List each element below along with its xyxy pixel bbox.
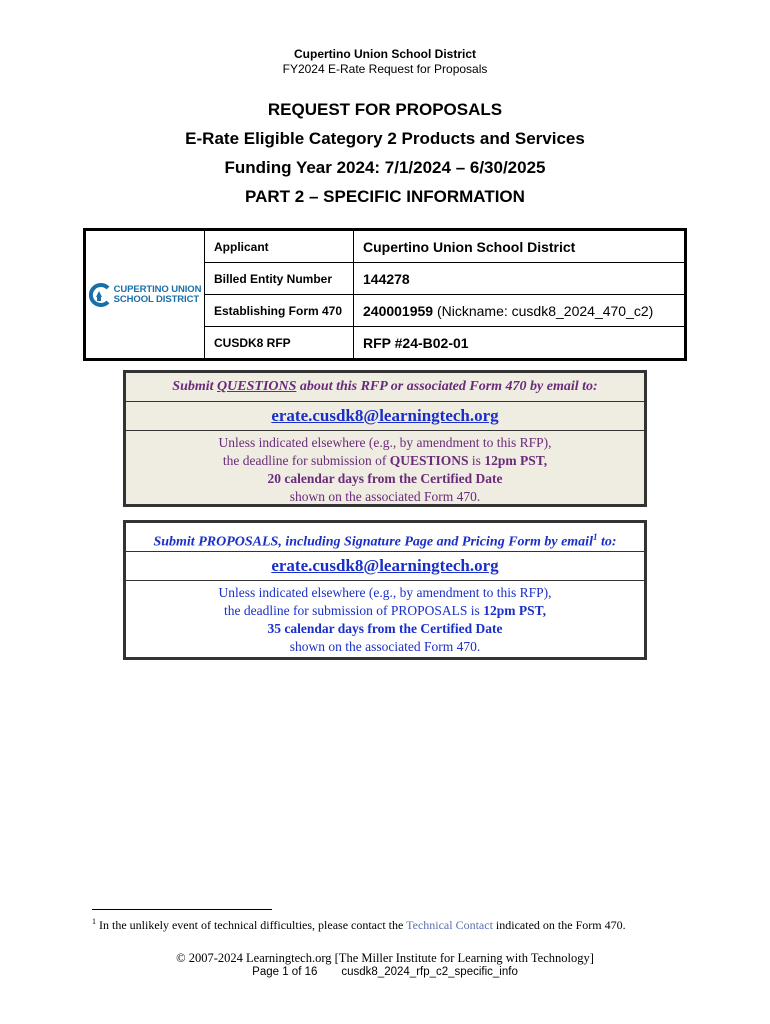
questions-box [123, 370, 647, 507]
proposals-email-row [126, 552, 644, 581]
page-number: Page 1 of 16 [252, 966, 318, 978]
doc-filename: cusdk8_2024_rfp_c2_specific_info [341, 966, 518, 978]
district-logo [86, 283, 204, 307]
copyright: © 2007-2024 Learningtech.org [The Miller Institute for Learning with Technology] [176, 951, 594, 965]
form-470-label: Establishing Form 470 [205, 295, 354, 327]
page-footer [0, 966, 770, 978]
doc-title: REQUEST FOR PROPOSALS [267, 100, 503, 119]
proposals-box [123, 520, 647, 660]
doc-part-title: PART 2 – SPECIFIC INFORMATION [245, 187, 525, 206]
technical-contact-link[interactable]: Technical Contact [406, 918, 493, 932]
applicant-info-table [83, 228, 687, 361]
form-470-value: 240001959 (Nickname: cusdk8_2024_470_c2) [354, 295, 686, 327]
header-org: Cupertino Union School District [294, 47, 476, 61]
questions-deadline-text: Unless indicated elsewhere (e.g., by amendment to this RFP), the deadline for submission of QUESTIONS is 12pm PST, 20 calendar days from the Certified Date shown on the associated Form 470. [218, 435, 552, 504]
doc-subtitle-category: E-Rate Eligible Category 2 Products and Services [185, 129, 585, 148]
questions-email-row [126, 402, 644, 431]
billed-entity-value: 144278 [354, 263, 686, 295]
applicant-label: Applicant [205, 230, 354, 263]
footnote: $^1$ In the unlikely event of technical difficulties, please contact the Technical Contact indicated on the Form 470. [92, 917, 626, 932]
logo-line-2: SCHOOL DISTRICT [113, 293, 200, 305]
questions-email-link[interactable]: erate.cusdk8@learningtech.org [271, 406, 499, 425]
logo-line-1: CUPERTINO UNION [113, 283, 202, 295]
footnote-divider [92, 909, 272, 910]
header-subtitle: FY2024 E-Rate Request for Proposals [282, 62, 488, 76]
proposals-deadline-text: Unless indicated elsewhere (e.g., by amendment to this RFP), the deadline for submission of PROPOSALS is 12pm PST, 35 calendar days from the Certified Date shown on the associated Form 470. [218, 585, 552, 654]
proposals-email-link[interactable]: erate.cusdk8@learningtech.org [271, 556, 499, 575]
questions-box-heading: Submit QUESTIONS about this RFP or associated Form 470 by email to: [126, 373, 644, 402]
doc-subtitle-funding-year: Funding Year 2024: 7/1/2024 – 6/30/2025 [224, 158, 546, 177]
applicant-value: Cupertino Union School District [354, 230, 686, 263]
proposals-box-heading: Submit PROPOSALS, including Signature Page and Pricing Form by email$^1$ to: [126, 523, 644, 552]
logo-cell [85, 230, 205, 360]
rfp-label: CUSDK8 RFP [205, 327, 354, 360]
rfp-value: RFP #24-B02-01 [354, 327, 686, 360]
district-logo-icon [89, 283, 111, 307]
billed-entity-label: Billed Entity Number [205, 263, 354, 295]
table-row [85, 230, 686, 263]
